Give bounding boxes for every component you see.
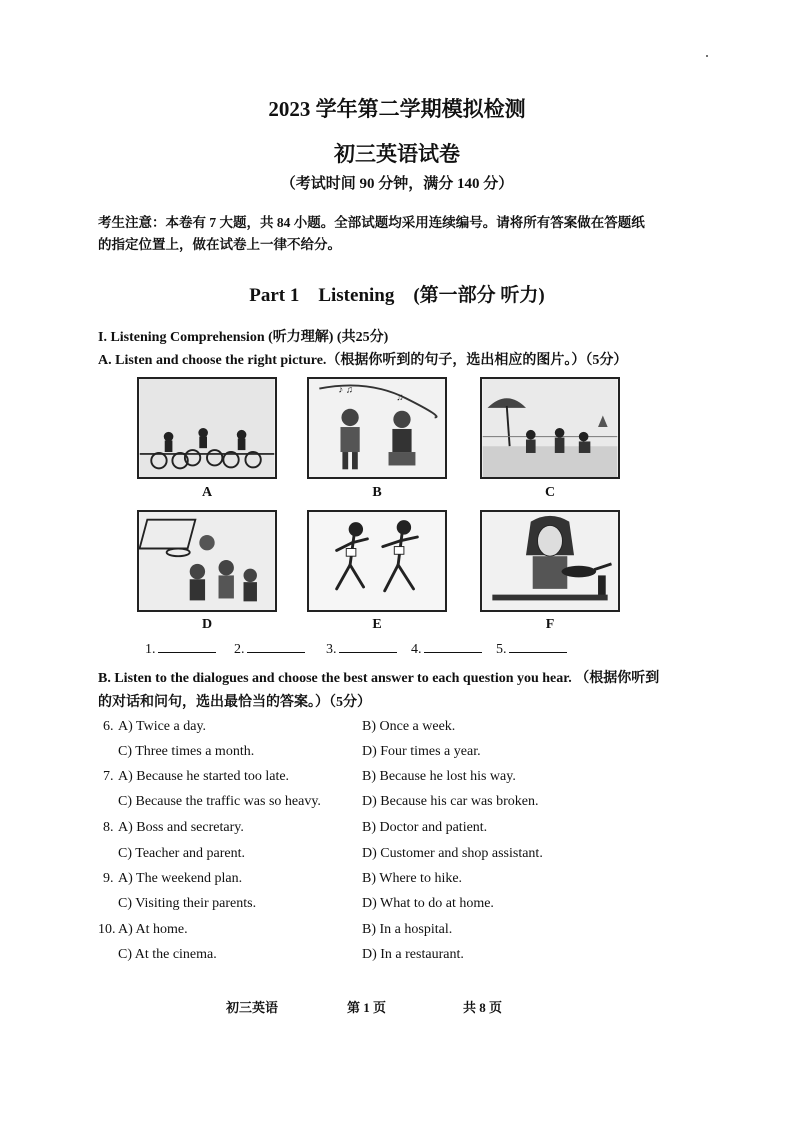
- footer-total-pages: 共 8 页: [463, 1000, 503, 1015]
- answer-blank-2[interactable]: [234, 640, 305, 658]
- notice-line-1: 考生注意：本卷有 7 大题，共 84 小题。全部试题均采用连续编号。请将所有答案做在答题纸: [98, 215, 645, 230]
- blank-line[interactable]: [158, 640, 216, 653]
- answer-blank-3[interactable]: [326, 640, 397, 658]
- blank-line[interactable]: [509, 640, 567, 653]
- answer-blank-5[interactable]: [496, 640, 567, 658]
- question-6-option-b[interactable]: B) Once a week.: [362, 719, 456, 734]
- cyclists-picture: [137, 377, 277, 479]
- question-7-option-a[interactable]: A) Because he started too late.: [118, 769, 290, 784]
- blank-number: 3.: [326, 642, 337, 657]
- blank-number: 2.: [234, 642, 245, 657]
- question-7-number: 7.: [103, 769, 114, 784]
- blank-number: 1.: [145, 642, 156, 657]
- question-7-option-c[interactable]: C) Because the traffic was so heavy.: [118, 794, 321, 809]
- picture-label-D: D: [201, 617, 213, 632]
- question-8-number: 8.: [103, 820, 114, 835]
- singing-picture: [307, 377, 447, 479]
- answer-blank-1[interactable]: [145, 640, 216, 658]
- footer-subject: 初三英语: [226, 1000, 279, 1015]
- exam-subtitle: 初三英语试卷: [334, 142, 460, 166]
- beach-picnic-picture: [480, 377, 620, 479]
- question-6-number: 6.: [103, 719, 114, 734]
- picture-label-A: A: [201, 485, 213, 500]
- section-B-title-line1: B. Listen to the dialogues and choose the best answer to each question you hear. （根据你听到: [98, 671, 660, 686]
- question-10-number: 10.: [98, 922, 116, 937]
- question-9-option-a[interactable]: A) The weekend plan.: [118, 871, 243, 886]
- section-A-title: A. Listen and choose the right picture.（根据你听到的句子，选出相应的图片。）（5分）: [98, 353, 628, 368]
- blank-number: 5.: [496, 642, 507, 657]
- question-9-option-c[interactable]: C) Visiting their parents.: [118, 896, 257, 911]
- svg-text:♪ ♫: ♪ ♫: [338, 384, 353, 396]
- basketball-picture: [137, 510, 277, 612]
- footer-page-number: 第 1 页: [347, 1000, 387, 1015]
- question-8-option-b[interactable]: B) Doctor and patient.: [362, 820, 488, 835]
- scan-speck: [706, 55, 708, 57]
- answer-blank-4[interactable]: [411, 640, 482, 658]
- blank-number: 4.: [411, 642, 422, 657]
- question-7-option-b[interactable]: B) Because he lost his way.: [362, 769, 516, 784]
- part-title: Part 1 Listening (第一部分 听力): [249, 285, 545, 306]
- question-7-option-d[interactable]: D) Because his car was broken.: [362, 794, 539, 809]
- question-8-option-c[interactable]: C) Teacher and parent.: [118, 846, 246, 861]
- question-9-option-d[interactable]: D) What to do at home.: [362, 896, 494, 911]
- blank-line[interactable]: [339, 640, 397, 653]
- section-I-title: I. Listening Comprehension (听力理解) (共25分): [98, 330, 389, 345]
- exam-info: （考试时间 90 分钟，满分 140 分）: [280, 176, 514, 192]
- question-6-option-a[interactable]: A) Twice a day.: [118, 719, 207, 734]
- notice-line-2: 的指定位置上，做在试卷上一律不给分。: [98, 237, 341, 252]
- question-8-option-d[interactable]: D) Customer and shop assistant.: [362, 846, 543, 861]
- question-6-option-c[interactable]: C) Three times a month.: [118, 744, 255, 759]
- picture-label-E: E: [372, 617, 382, 632]
- question-8-option-a[interactable]: A) Boss and secretary.: [118, 820, 244, 835]
- section-B-title-line2: 的对话和问句，选出最恰当的答案。）（5分）: [98, 695, 371, 710]
- question-10-option-c[interactable]: C) At the cinema.: [118, 947, 217, 962]
- notice: [98, 212, 718, 256]
- question-6-option-d[interactable]: D) Four times a year.: [362, 744, 481, 759]
- picture-label-F: F: [545, 617, 555, 632]
- question-9-option-b[interactable]: B) Where to hike.: [362, 871, 463, 886]
- exam-title: 2023 学年第二学期模拟检测: [268, 97, 526, 121]
- blank-line[interactable]: [247, 640, 305, 653]
- question-10-option-b[interactable]: B) In a hospital.: [362, 922, 453, 937]
- svg-text:♫: ♫: [396, 392, 404, 404]
- runners-picture: [307, 510, 447, 612]
- picture-label-B: B: [372, 485, 382, 500]
- question-10-option-a[interactable]: A) At home.: [118, 922, 188, 937]
- blank-line[interactable]: [424, 640, 482, 653]
- question-10-option-d[interactable]: D) In a restaurant.: [362, 947, 464, 962]
- question-9-number: 9.: [103, 871, 114, 886]
- cooking-picture: [480, 510, 620, 612]
- picture-label-C: C: [544, 485, 556, 500]
